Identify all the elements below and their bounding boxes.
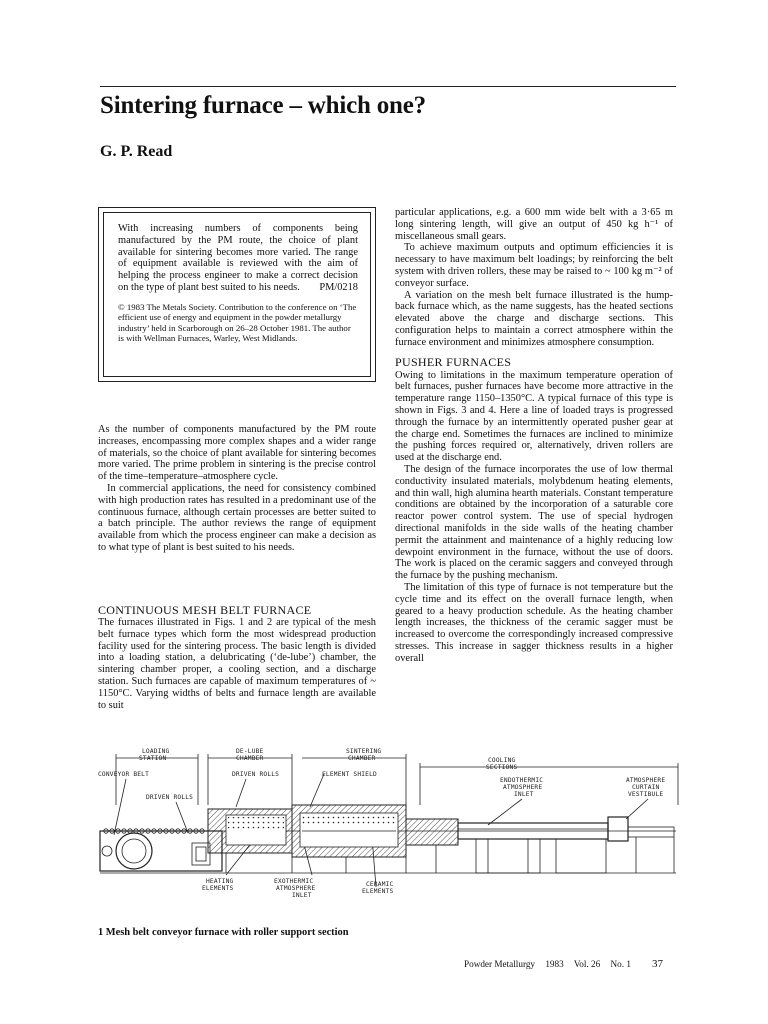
label-curtain-3: VESTIBULE xyxy=(628,791,664,798)
label-driven-rolls-top: DRIVEN ROLLS xyxy=(232,771,280,778)
right-paragraph-1: particular applications, e.g. a 600 mm wide belt with a 3·65 m long sintering length, will give an output of 450 kg h⁻¹ of miscellaneous small gears. xyxy=(395,207,673,242)
journal-name: Powder Metallurgy xyxy=(464,959,536,969)
journal-year: 1983 xyxy=(545,959,564,969)
label-cooling-sections-2: SECTIONS xyxy=(486,764,518,771)
right-paragraph-6: The limitation of this type of furnace is not temperature but the cycle time and its effect on the overall furnace length, when geared to a heavy production schedule. As the heating chamber length increases, the thickness of the ceramic sagger must be increased to overcome the correspondingly increased compressive stresses. This increase in sagger thickness results in a higher overall xyxy=(395,581,673,664)
furnace-diagram-svg xyxy=(96,745,680,925)
section-heading-mesh-belt: CONTINUOUS MESH BELT FURNACE xyxy=(98,603,312,617)
page-number: 37 xyxy=(652,958,663,970)
label-exothermic-1: EXOTHERMIC xyxy=(274,878,314,885)
right-paragraph-2: To achieve maximum outputs and optimum efficiencies it is necessary to have maximum belt loadings; by reinforcing the belt system with driven rollers, these may be raised to ~ 100 kg m⁻² of conveyor surface. xyxy=(395,242,673,289)
mesh-belt-paragraph: The furnaces illustrated in Figs. 1 and 2 are typical of the mesh belt furnace types which form the most widespread production facility used for the sintering process. The basic length is divided into a loading station, a delubricating (‘de-lube’) chamber, the sintering chamber proper, a cooling section, and a discharge station. Such furnaces are capable of maximum temperatures of ~ 1150°C. Varying widths of belts and furnace length are available to suit xyxy=(98,617,376,711)
figure-1-furnace-diagram xyxy=(96,745,680,925)
label-ceramic-elements-1: CERAMIC xyxy=(366,881,394,888)
journal-volume: Vol. 26 xyxy=(573,959,601,969)
right-paragraph-4: Owing to limitations in the maximum temperature operation of belt furnaces, pusher furnaces have become more attractive in the temperature range 1150–1350°C. A typical furnace of this type is shown in Figs. 3 and 4. Here a line of loaded trays is progressed through the furnace by an intermittently operated pusher gear at the charge end. Sometimes the furnaces are inclined to minimize the pushing forces required or, alternatively, driven rollers are used at the discharge end. xyxy=(395,369,673,464)
mesh-belt-section-body xyxy=(98,617,376,711)
right-column-body xyxy=(395,207,673,664)
label-endothermic-2: ATMOSPHERE xyxy=(503,784,543,791)
page-footer xyxy=(464,959,639,969)
label-conveyor-belt: CONVEYOR BELT xyxy=(98,771,150,778)
label-delube-chamber-1: DE-LUBE xyxy=(236,748,264,755)
label-curtain-2: CURTAIN xyxy=(632,784,660,791)
label-exothermic-3: INLET xyxy=(292,892,312,899)
furnace-body xyxy=(100,805,676,873)
paper-code: PM/0218 xyxy=(319,281,358,293)
abstract-paragraph xyxy=(118,223,358,294)
copyright-note: © 1983 The Metals Society. Contribution to the conference on ‘The efficient use of energy and equipment in the powder metallurgy industry’ held in Scarborough on 26–28 October 1981. The author is with Wellman Furnaces, Warley, West Midlands. xyxy=(118,301,357,343)
journal-number: No. 1 xyxy=(610,959,631,969)
label-element-shield: ELEMENT SHIELD xyxy=(322,771,377,778)
label-sintering-chamber-2: CHAMBER xyxy=(348,755,376,762)
label-endothermic-3: INLET xyxy=(514,791,534,798)
zone-dimension-lines xyxy=(116,754,678,805)
label-endothermic-1: ENDOTHERMIC xyxy=(500,777,544,784)
label-delube-chamber-2: CHAMBER xyxy=(236,755,264,762)
right-paragraph-3: A variation on the mesh belt furnace illustrated is the hump-back furnace which, as the name suggests, has the heated sections elevated above the charge and discharge sections. This configuration helps to maintain a correct atmosphere within the furnace environment and minimizes atmosphere consumption. xyxy=(395,289,673,348)
label-loading-station-1: LOADING xyxy=(142,748,170,755)
abstract-box xyxy=(98,207,376,382)
label-heating-elements-2: ELEMENTS xyxy=(202,885,234,892)
abstract-box-inner xyxy=(103,212,371,377)
top-rule xyxy=(100,86,676,87)
label-loading-station-2: STATION xyxy=(139,755,167,762)
abstract-text: With increasing numbers of components being manufactured by the PM route, the choice of plant available for sintering becomes more varied. The range of equipment available is reviewed with the aim of helping the process engineer to make a correct decision on the type of plant best suited to his needs. xyxy=(118,223,358,293)
label-cooling-sections-1: COOLING xyxy=(488,757,516,764)
label-ceramic-elements-2: ELEMENTS xyxy=(362,888,394,895)
label-driven-rolls-left: DRIVEN ROLLS xyxy=(146,794,194,801)
left-column-body xyxy=(98,424,376,554)
label-heating-elements-1: HEATING xyxy=(206,878,234,885)
right-paragraph-5: The design of the furnace incorporates the use of low thermal conductivity insulated materials, molybdenum heating elements, and thin wall, high alumina hearth materials. Constant temperature conditions are obtained by the incorporation of a saturable core reactor power control system. The use of special hydrogen directional manifolds in the side walls of the heating chamber permit the attainment and maintenance of a highly reducing low dewpoint environment in the furnace, without the use of doors. The work is placed on the ceramic saggers and conveyed through the furnace by the pushing mechanism. xyxy=(395,463,673,582)
intro-paragraph-1: As the number of components manufactured by the PM route increases, encompassing more complex shapes and a wider range of materials, so the choice of plant available for sintering becomes more varied. The prime problem in sintering is the precise control of the time–temperature–atmosphere cycle. xyxy=(98,424,376,483)
figure-1-caption: 1 Mesh belt conveyor furnace with roller support section xyxy=(98,927,349,938)
section-heading-pusher: PUSHER FURNACES xyxy=(395,354,512,369)
author-name: G. P. Read xyxy=(100,143,173,160)
label-curtain-1: ATMOSPHERE xyxy=(626,777,666,784)
label-sintering-chamber-1: SINTERING xyxy=(346,748,382,755)
label-exothermic-2: ATMOSPHERE xyxy=(276,885,316,892)
article-title: Sintering furnace – which one? xyxy=(100,92,426,119)
intro-paragraph-2: In commercial applications, the need for consistency combined with high production rates has resulted in a predominant use of the continuous furnace, although certain processes are better suited to a batch principle. The author reviews the range of equipment available from which the process engineer can make a decision as to what type of plant is best suited to his needs. xyxy=(98,482,376,553)
